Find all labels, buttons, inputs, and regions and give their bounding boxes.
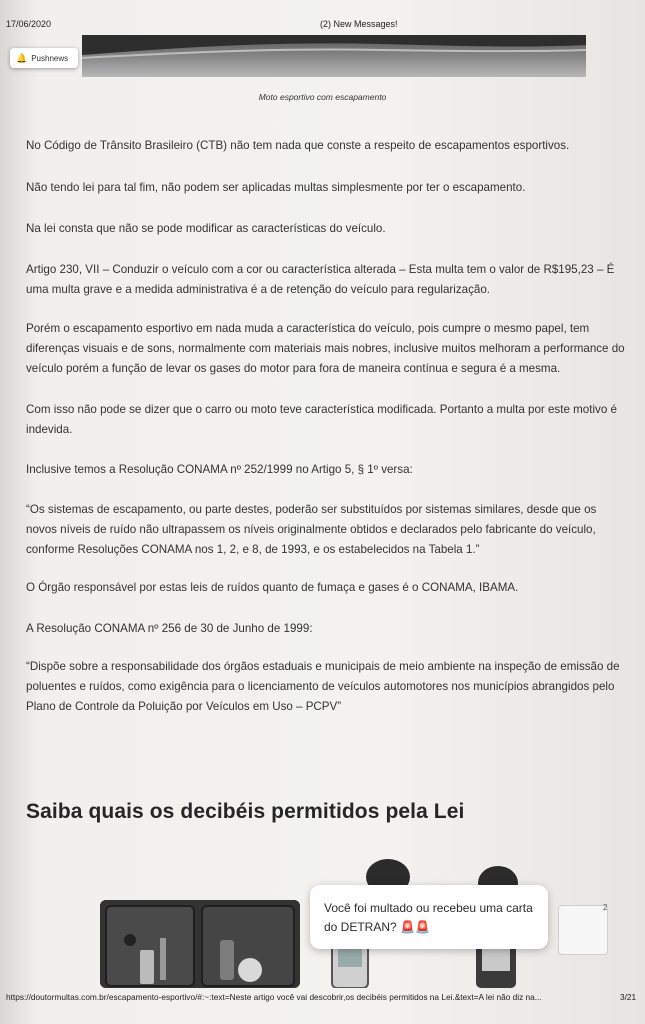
meter-case-graphic: [100, 900, 300, 988]
paragraph-conama-252: Inclusive temos a Resolução CONAMA nº 252/1999 no Artigo 5, § 1º versa:: [26, 463, 413, 476]
bell-icon: 🔔: [16, 52, 28, 63]
paragraph-responsible-agency: O Órgão responsável por estas leis de ruídos quanto de fumaça e gases é o CONAMA, IBAMA.: [26, 581, 519, 594]
exhaust-pipe-graphic: [82, 35, 586, 77]
motorcycle-image: [82, 35, 586, 77]
paragraph-ctb: No Código de Trânsito Brasileiro (CTB) não tem nada que conste a respeito de escapamentos esportivos.: [26, 139, 570, 152]
print-date: 17/06/2020: [6, 19, 52, 29]
page-number: 3/21: [620, 992, 637, 1002]
chat-message: Você foi multado ou recebeu uma carta do DETRAN? 🚨🚨: [324, 901, 533, 934]
paragraph-conama-256: A Resolução CONAMA nº 256 de 30 de Junho de 1999:: [26, 622, 313, 635]
chat-avatar-button[interactable]: [558, 905, 608, 955]
section-heading: Saiba quais os decibéis permitidos pela Lei: [26, 800, 465, 823]
paragraph-article-230: Artigo 230, VII – Conduzir o veículo com a cor ou característica alterada – Esta multa tem o valor de R$195,23 – É uma multa grave e a medida administrativa é a de retenção do veículo para regularização.: [26, 263, 615, 296]
paragraph-modify: Na lei consta que não se pode modificar as características do veículo.: [26, 222, 386, 235]
quote-conama-256: “Dispõe sobre a responsabilidade dos órgãos estaduais e municipais de meio ambiente na inspeção de emissão de poluentes e ruídos, como exigência para o licenciamento de veículos automotores nos municípios abrangidos pelo Plano de Controle da Poluição por Veículos em Uso – PCPV”: [26, 660, 620, 713]
print-title: (2) New Messages!: [320, 19, 398, 29]
paragraph-no-law: Não tendo lei para tal fim, não podem ser aplicadas multas simplesmente por ter o escapamento.: [26, 181, 526, 194]
pushnews-label: Pushnews: [31, 53, 69, 63]
paragraph-fine-invalid: Com isso não pode se dizer que o carro ou moto teve característica modificada. Portanto a multa por este motivo é indevida.: [26, 403, 617, 436]
chat-popup[interactable]: [310, 885, 548, 949]
paragraph-performance: Porém o escapamento esportivo em nada muda a característica do veículo, pois cumpre o mesmo papel, tem diferenças visuais e de sons, normalmente com materiais mais nobres, inclusive muitos melhoram a performance do veículo porém a função de levar os gases do motor para fora de maneira contínua e segura é a mesma.: [26, 322, 625, 375]
print-url: https://doutormultas.com.br/escapamento-esportivo/#:~:text=Neste artigo você vai descobrir,os decibéis permitidos na Lei.&text=A lei não diz na...: [6, 992, 542, 1002]
pushnews-badge[interactable]: [10, 48, 78, 68]
decibel-meter-case-image: [100, 900, 300, 988]
image-caption: Moto esportivo com escapamento: [258, 92, 387, 102]
quote-conama-252: “Os sistemas de escapamento, ou parte destes, poderão ser substituídos por sistemas similares, desde que os novos níveis de ruído não ultrapassem os níveis originalmente obtidos e declarados pelo fabricante do veículo, conforme Resoluções CONAMA nos 1, 2, e 8, de 1993, e os estabelecidos na Tabela 1.”: [26, 503, 597, 556]
notification-count: 2: [603, 903, 608, 912]
